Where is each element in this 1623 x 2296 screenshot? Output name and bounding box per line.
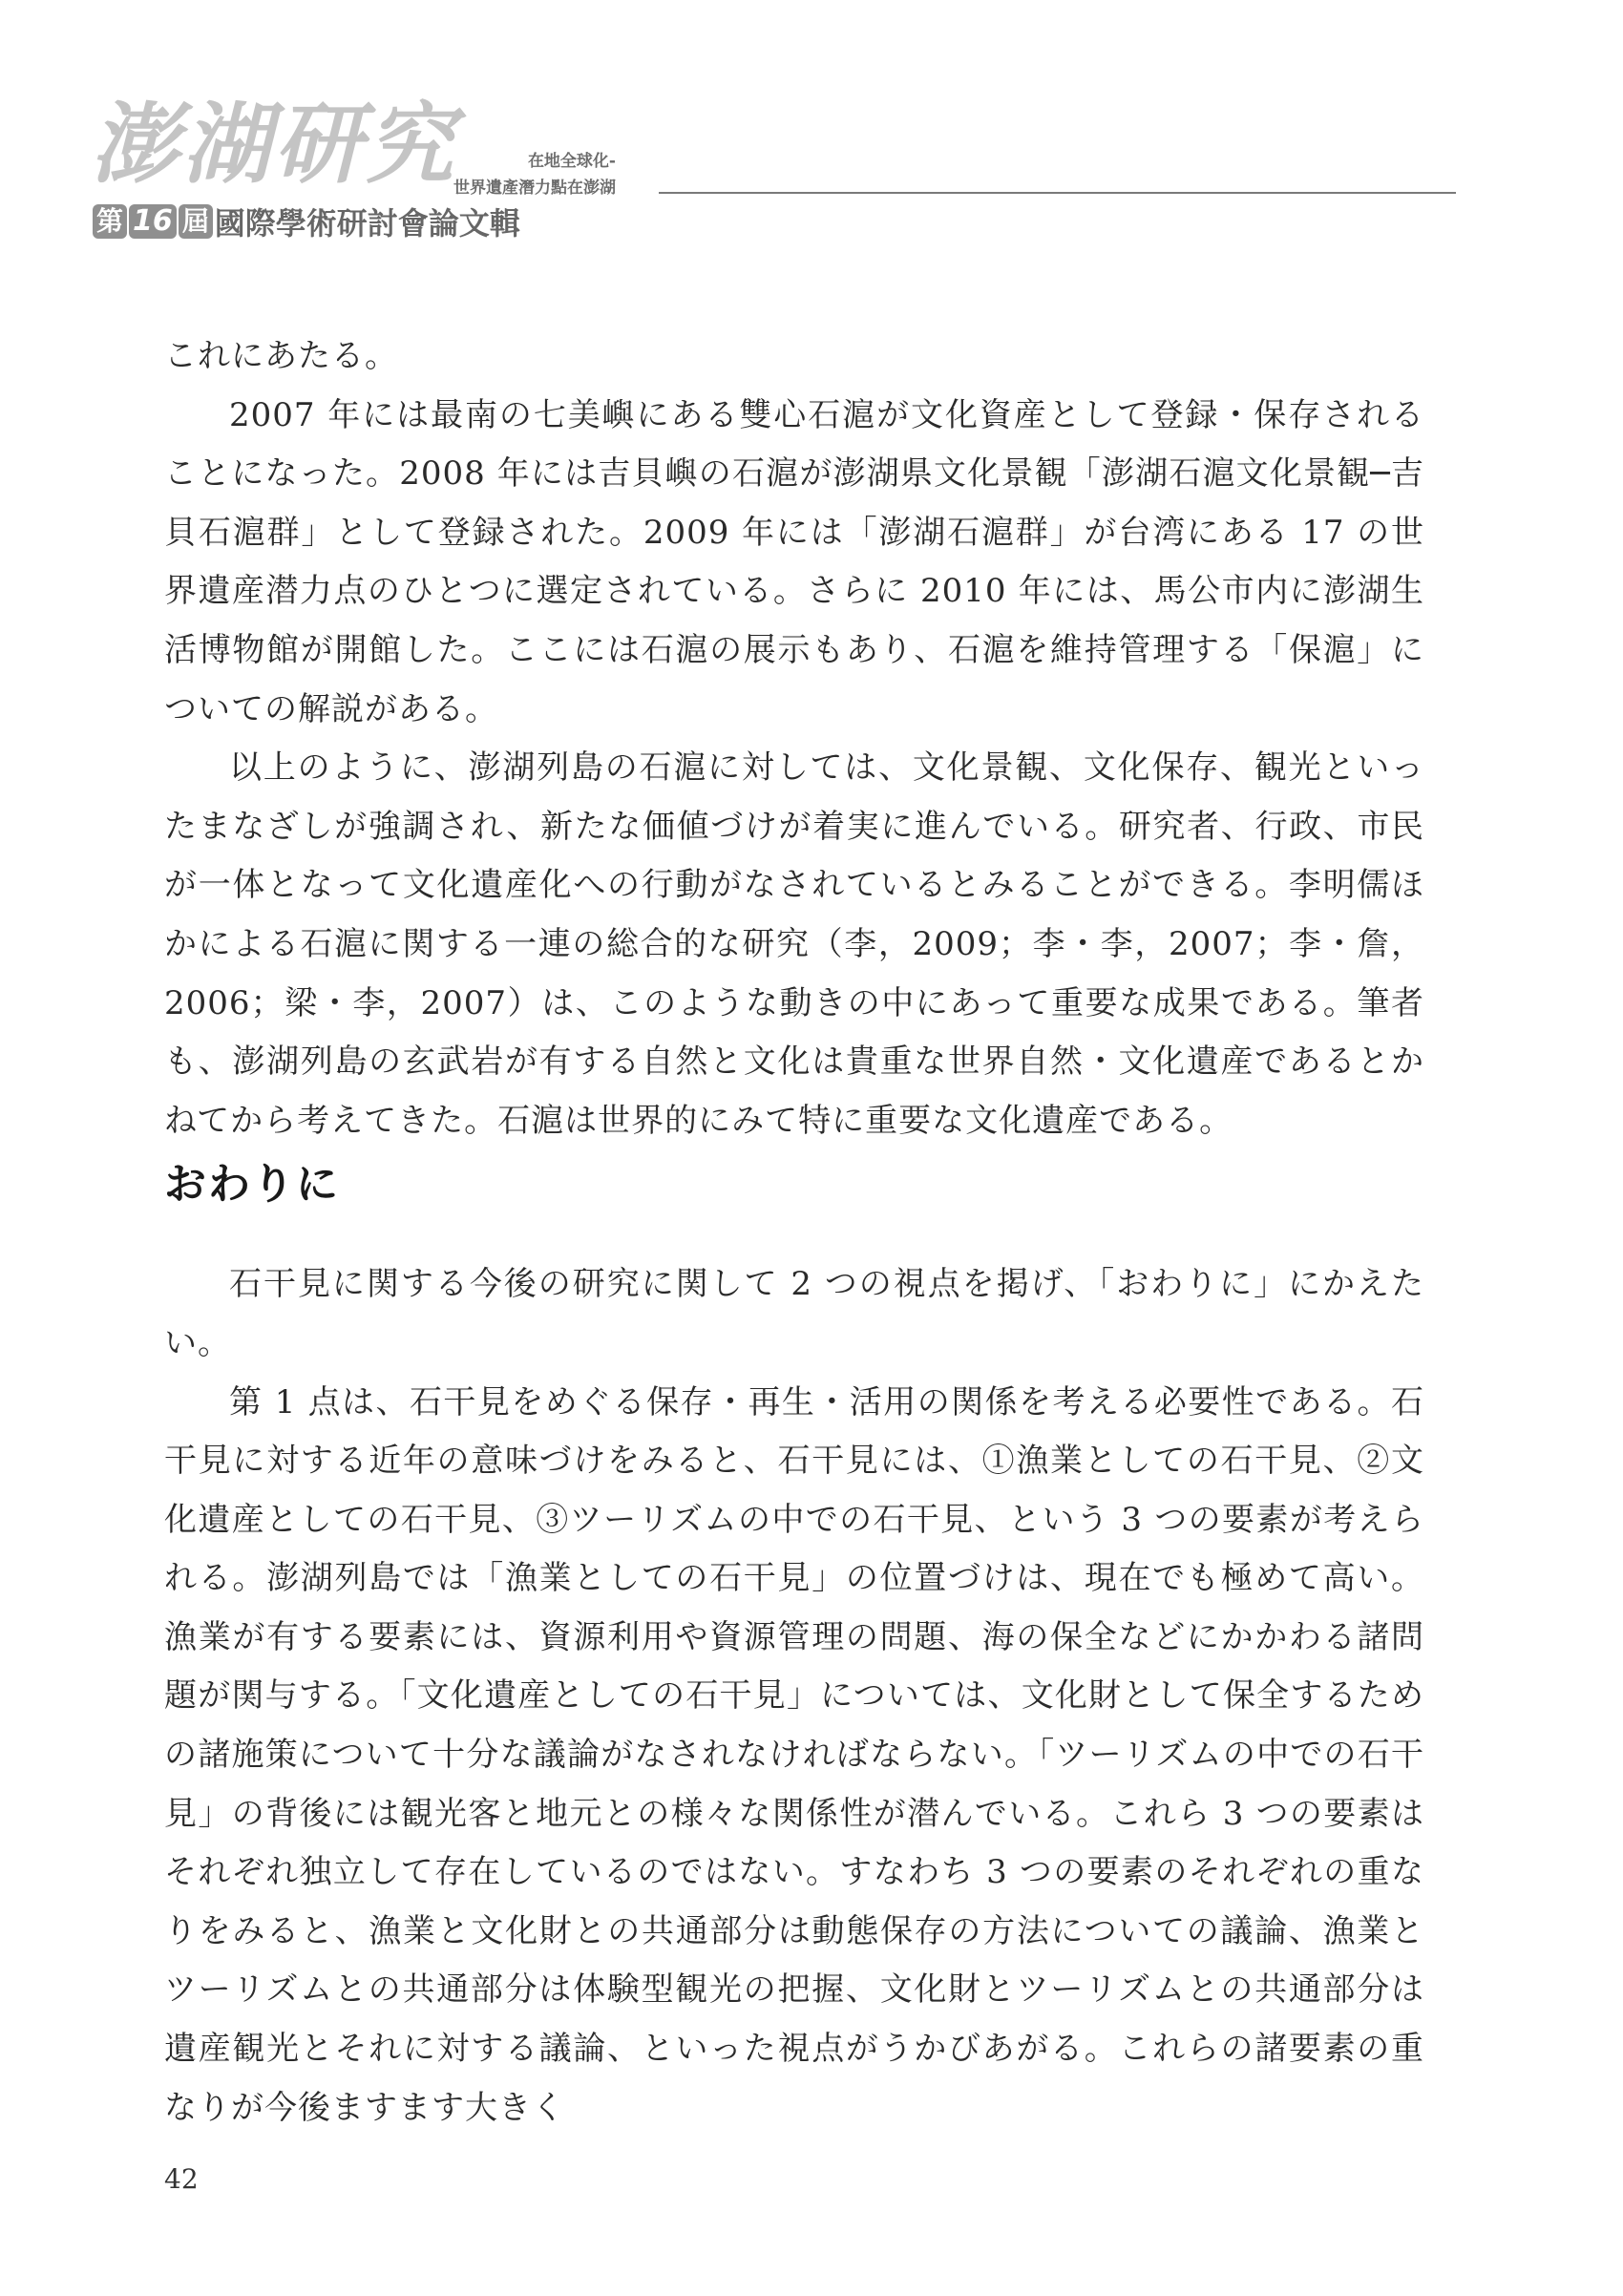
conference-subtitle: [453, 148, 616, 201]
edition-number-badge: 16: [129, 204, 177, 239]
paragraph: 以上のように、澎湖列島の石滬に対しては、文化景観、文化保存、観光といったまなざしが強調され、新たな価値づけが着実に進んでいる。研究者、行政、市民が一体となって文化遺産化への行動がなされているとみることができる。李明儒ほかによる石滬に関する一連の総合的な研究（李，2009；李・李，2007；李・詹，2006；梁・李，2007）は、このような動きの中にあって重要な成果である。筆者も、澎湖列島の玄武岩が有する自然と文化は貴重な世界自然・文化遺産であるとかねてから考えてきた。石滬は世界的にみて特に重要な文化遺産である。: [164, 748, 1424, 1140]
journal-logo-title: 澎湖研究: [91, 93, 458, 196]
edition-suffix-badge: 屆: [179, 204, 213, 239]
edition-prefix-badge: 第: [93, 204, 127, 239]
running-header: [91, 93, 1456, 243]
paragraph: 第 1 点は、石干見をめぐる保存・再生・活用の関係を考える必要性である。石干見に対する近年の意味づけをみると、石干見には、①漁業としての石干見、②文化遺産としての石干見、③ツーリズムの中での石干見、という 3 つの要素が考えられる。澎湖列島では「漁業としての石干見」の位置づけは、現在でも極めて高い。漁業が有する要素には、資源利用や資源管理の問題、海の保全などにかかわる諸問題が関与する。「文化遺産としての石干見」については、文化財として保全するための諸施策について十分な議論がなされなければならない。「ツーリズムの中での石干見」の背後には観光客と地元との様々な関係性が潜んでいる。これら 3 つの要素はそれぞれ独立して存在しているのではない。すなわち 3 つの要素のそれぞれの重なりをみると、漁業と文化財との共通部分は動態保存の方法についての議論、漁業とツーリズムとの共通部分は体験型観光の把握、文化財とツーリズムとの共通部分は遺産観光とそれに対する議論、といった視点がうかびあがる。これらの諸要素の重なりが今後ますます大きく: [164, 1382, 1424, 2127]
paragraph: 石干見に関する今後の研究に関して 2 つの視点を掲げ、「おわりに」にかえたい。: [164, 1265, 1424, 1362]
paragraph: これにあたる。: [164, 337, 398, 375]
subtitle-line-1: 在地全球化-: [527, 152, 616, 171]
section-heading: おわりに: [164, 1160, 340, 1210]
page-number: 42: [164, 2163, 199, 2195]
main-body-text: [164, 327, 1424, 2138]
edition-label: [93, 200, 520, 243]
proceedings-label: 國際學術研討會論文輯: [214, 205, 520, 242]
subtitle-line-2: 世界遺產潛力點在澎湖: [453, 179, 616, 198]
paragraph: 2007 年には最南の七美嶼にある雙心石滬が文化資産として登録・保存されることになった。2008 年には吉貝嶼の石滬が澎湖県文化景観「澎湖石滬文化景観─吉貝石滬群」として登録された。2009 年には「澎湖石滬群」が台湾にある 17 の世界遺産潜力点のひとつに選定されている。さらに 2010 年には、馬公市内に澎湖生活博物館が開館した。ここには石滬の展示もあり、石滬を維持管理する「保滬」についての解説がある。: [164, 395, 1424, 728]
header-divider: [659, 192, 1456, 194]
